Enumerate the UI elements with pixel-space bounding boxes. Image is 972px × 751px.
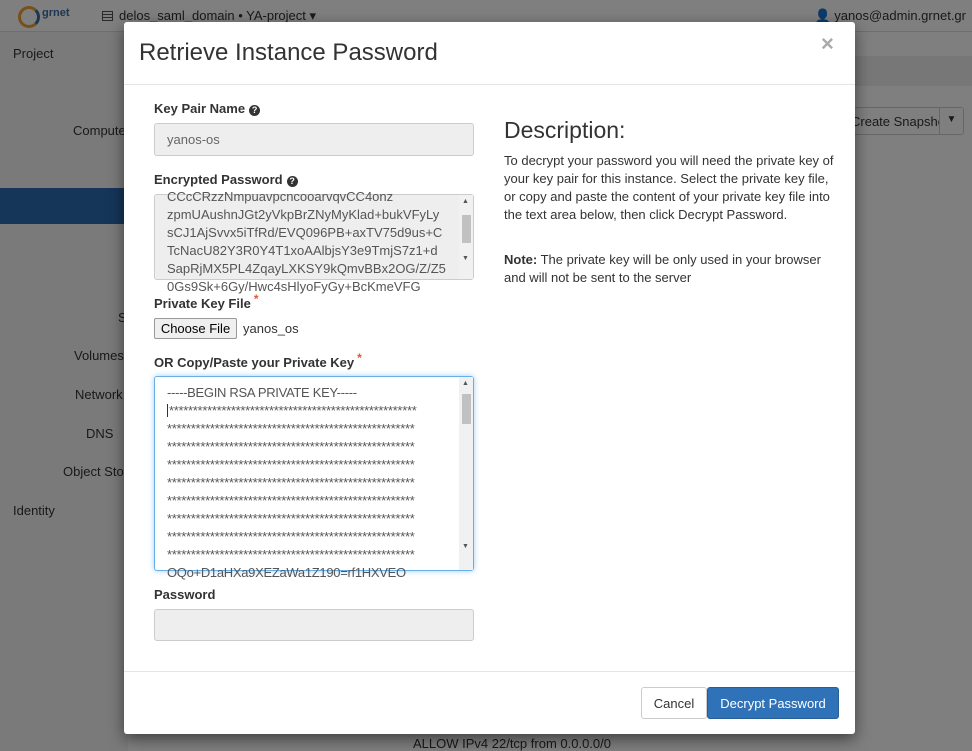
private-key-mask-line: **************************************************** — [167, 511, 415, 526]
required-marker: * — [357, 351, 362, 365]
private-key-scrollbar[interactable] — [459, 377, 473, 570]
private-key-mask-line: **************************************************** — [167, 529, 415, 544]
scroll-down-icon[interactable]: ▼ — [462, 543, 469, 550]
help-icon[interactable]: ? — [249, 105, 260, 116]
encrypted-password-textarea[interactable] — [154, 189, 474, 294]
private-key-text — [167, 384, 457, 582]
paste-key-label-text: OR Copy/Paste your Private Key — [154, 355, 355, 370]
description-text: To decrypt your password you will need the private key of your key pair for this instance. Select the private key file, or copy and paste the content of your private key file into the text area below, then click Decrypt Password. — [504, 153, 834, 222]
text-cursor — [167, 404, 168, 417]
encrypted-line: 0Gs9Sk+6Gy/Hwc4sHlyoFyGy+BcKmeVFG — [167, 279, 421, 294]
encrypted-line: TcNacU82Y3R0Y4T1xoAAlbjsY3e9TmjS7z1+d — [167, 243, 438, 258]
encrypted-line: SapRjMX5PL4ZqayLXKSY9kQmvBBx2OG/Z/Z5 — [167, 261, 446, 276]
cancel-button[interactable]: Cancel — [641, 687, 707, 719]
encrypted-line: zpmUAushnJGt2yVkpBrZNyMyKlad+bukVFyLy — [167, 207, 440, 222]
private-key-tail: OQo+D1aHXa9XEZaWa1Z190=rf1HXVEO — [167, 565, 406, 580]
modal-footer — [124, 671, 855, 734]
private-key-mask-line: **************************************************** — [167, 457, 415, 472]
encrypted-line: sCJ1AjSvvx5iTfRd/EVQ096PB+axTV75d9us+C — [167, 225, 443, 240]
scroll-up-icon[interactable]: ▲ — [462, 380, 469, 387]
private-key-mask-line: **************************************************** — [167, 421, 415, 436]
private-key-mask-line: **************************************************** — [167, 475, 415, 490]
password-field — [154, 609, 474, 641]
choose-file-button[interactable]: Choose File — [154, 318, 237, 339]
private-key-file-label-text: Private Key File — [154, 296, 251, 311]
private-key-mask-line: **************************************************** — [169, 403, 417, 418]
required-marker: * — [253, 292, 259, 306]
note-text: The private key will be only used in your browser and will not be sent to the server — [504, 252, 821, 285]
key-pair-field: yanos-os — [154, 123, 474, 156]
close-icon[interactable]: × — [821, 31, 834, 56]
private-key-header: -----BEGIN RSA PRIVATE KEY----- — [167, 385, 357, 400]
decrypt-password-button[interactable]: Decrypt Password — [707, 687, 839, 719]
scroll-thumb[interactable] — [462, 215, 471, 243]
scroll-thumb[interactable] — [462, 394, 471, 424]
retrieve-password-dialog — [124, 22, 855, 734]
encrypted-line: CCcCRzzNmpuavpcncooarvqvCC4onz — [167, 189, 394, 204]
help-icon[interactable]: ? — [287, 176, 298, 187]
private-key-file-label — [154, 292, 259, 311]
note-label: Note: — [504, 252, 538, 267]
private-key-mask-line: **************************************************** — [167, 547, 415, 562]
scroll-down-icon[interactable]: ▼ — [462, 255, 469, 262]
scroll-up-icon[interactable]: ▲ — [462, 198, 469, 205]
encrypted-password-label-text: Encrypted Password — [154, 172, 283, 187]
encrypted-scrollbar[interactable] — [459, 195, 473, 279]
description-note — [504, 251, 834, 287]
encrypted-password-text — [167, 188, 457, 296]
private-key-mask-line: **************************************************** — [167, 439, 415, 454]
modal-header — [124, 22, 855, 85]
private-key-mask-line: **************************************************** — [167, 493, 415, 508]
chosen-file-name: yanos_os — [243, 321, 299, 336]
key-pair-label-text: Key Pair Name — [154, 101, 246, 116]
description-title: Description: — [504, 117, 626, 143]
modal-title: Retrieve Instance Password — [139, 39, 438, 66]
private-key-textarea[interactable] — [154, 376, 474, 580]
password-label: Password — [154, 587, 216, 602]
key-pair-label — [154, 101, 260, 116]
paste-key-label — [154, 351, 362, 370]
encrypted-password-label — [154, 172, 298, 187]
